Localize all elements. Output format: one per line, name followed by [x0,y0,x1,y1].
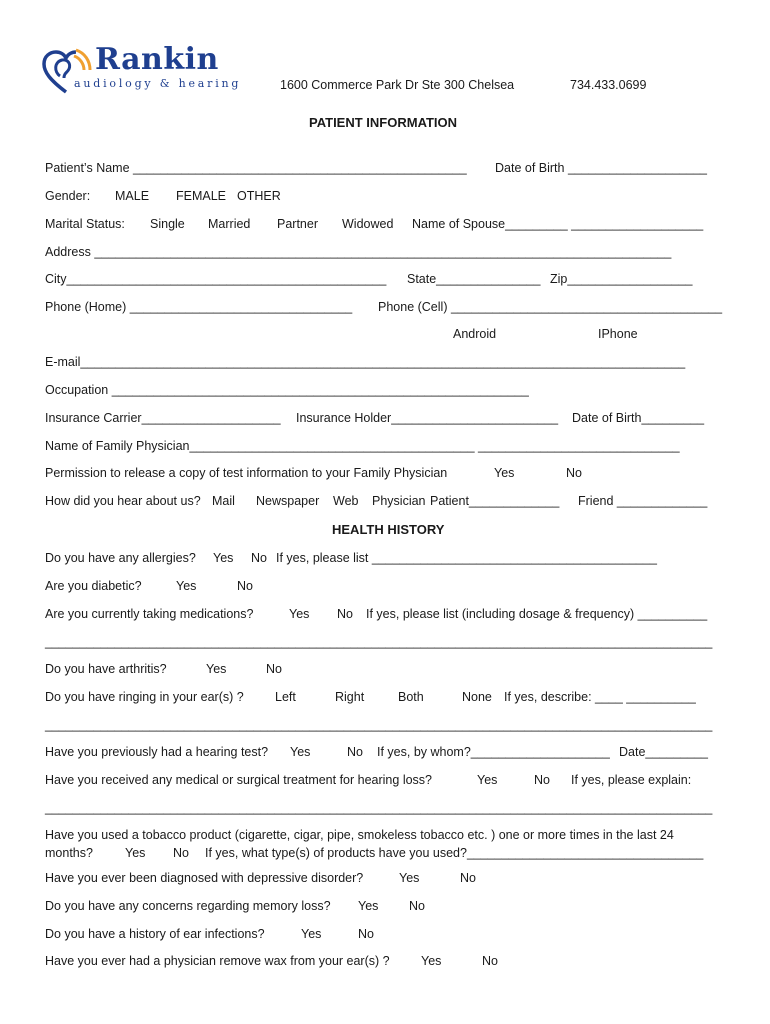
medications-no-option[interactable]: No [337,607,353,621]
tobacco-no-option[interactable]: No [173,846,189,860]
hearing-test-question: Have you previously had a hearing test? [45,745,269,759]
ear-infections-yes-option[interactable]: Yes [301,927,322,941]
referral-web-option[interactable]: Web [333,494,359,508]
phone-cell-field[interactable]: Phone (Cell) _______________________________________ [378,300,723,314]
referral-patient-field[interactable]: Patient_____________ [430,494,560,508]
arthritis-question: Do you have arthritis? [45,662,167,676]
tobacco-question-line2: months? [45,846,93,860]
ringing-question: Do you have ringing in your ear(s) ? [45,690,244,704]
ringing-extra-line[interactable]: ________________________________________________________________________________________________ [45,718,713,732]
depression-yes-option[interactable]: Yes [399,871,420,885]
tobacco-question-line1: Have you used a tobacco product (cigarette, cigar, pipe, smokeless tobacco etc. ) one or more times in the last 24 [45,828,674,842]
permission-question: Permission to release a copy of test information to your Family Physician [45,466,448,480]
ringing-both-option[interactable]: Both [398,690,424,704]
depression-no-option[interactable]: No [460,871,476,885]
hearing-test-date-field[interactable]: Date_________ [619,745,708,759]
phone-home-field[interactable]: Phone (Home) ________________________________ [45,300,353,314]
logo-tagline: audiology & hearing [74,77,242,90]
diabetic-yes-option[interactable]: Yes [176,579,197,593]
family-physician-field[interactable]: Name of Family Physician_________________________________________ _____________________________ [45,439,680,453]
marital-partner-option[interactable]: Partner [277,217,318,231]
gender-label: Gender: [45,189,91,203]
arthritis-no-option[interactable]: No [266,662,282,676]
hearing-test-whom-field[interactable]: If yes, by whom?____________________ [377,745,610,759]
occupation-field[interactable]: Occupation ____________________________________________________________ [45,383,529,397]
clinic-phone: 734.433.0699 [570,78,647,92]
medications-yes-option[interactable]: Yes [289,607,310,621]
referral-newspaper-option[interactable]: Newspaper [256,494,320,508]
ear-infections-question: Do you have a history of ear infections? [45,927,265,941]
arthritis-yes-option[interactable]: Yes [206,662,227,676]
referral-physician-option[interactable]: Physician [372,494,426,508]
memory-question: Do you have any concerns regarding memory loss? [45,899,331,913]
android-option[interactable]: Android [453,327,497,341]
insurance-holder-dob-field[interactable]: Date of Birth_________ [572,411,705,425]
rankin-logo [40,42,242,98]
marital-status-label: Marital Status: [45,217,125,231]
email-field[interactable]: E-mail_______________________________________________________________________________________ [45,355,686,369]
medications-extra-line[interactable]: ________________________________________________________________________________________________ [45,635,713,649]
wax-removal-question: Have you ever had a physician remove wax from your ear(s) ? [45,954,390,968]
gender-other-option[interactable]: OTHER [237,189,281,203]
patient-name-field[interactable]: Patient’s Name ________________________________________________ [45,161,467,175]
gender-female-option[interactable]: FEMALE [176,189,227,203]
hearing-test-yes-option[interactable]: Yes [290,745,311,759]
allergies-list-field[interactable]: If yes, please list _________________________________________ [276,551,657,565]
patient-information-heading: PATIENT INFORMATION [309,115,458,130]
ringing-right-option[interactable]: Right [335,690,365,704]
treatment-extra-line[interactable]: ________________________________________________________________________________________________ [45,801,713,815]
address-field[interactable]: Address ___________________________________________________________________________________ [45,245,672,259]
health-history-heading: HEALTH HISTORY [332,522,445,537]
treatment-explain-label: If yes, please explain: [571,773,692,787]
iphone-option[interactable]: IPhone [598,327,638,341]
spouse-name-field[interactable]: Name of Spouse_________ ___________________ [412,217,704,231]
tobacco-types-field[interactable]: If yes, what type(s) of products have you used?__________________________________ [205,846,704,860]
allergies-yes-option[interactable]: Yes [213,551,234,565]
hearing-test-no-option[interactable]: No [347,745,363,759]
wax-removal-no-option[interactable]: No [482,954,498,968]
diabetic-no-option[interactable]: No [237,579,253,593]
insurance-carrier-field[interactable]: Insurance Carrier____________________ [45,411,281,425]
marital-married-option[interactable]: Married [208,217,251,231]
medications-question: Are you currently taking medications? [45,607,254,621]
treatment-question: Have you received any medical or surgical treatment for hearing loss? [45,773,432,787]
permission-no-option[interactable]: No [566,466,582,480]
memory-yes-option[interactable]: Yes [358,899,379,913]
logo-wordmark: Rankin [95,42,219,77]
gender-male-option[interactable]: MALE [115,189,150,203]
patient-dob-field[interactable]: Date of Birth ____________________ [495,161,707,175]
clinic-address: 1600 Commerce Park Dr Ste 300 Chelsea [280,78,515,92]
wax-removal-yes-option[interactable]: Yes [421,954,442,968]
ringing-none-option[interactable]: None [462,690,492,704]
referral-friend-field[interactable]: Friend _____________ [578,494,708,508]
permission-yes-option[interactable]: Yes [494,466,515,480]
tobacco-yes-option[interactable]: Yes [125,846,146,860]
depression-question: Have you ever been diagnosed with depressive disorder? [45,871,364,885]
allergies-no-option[interactable]: No [251,551,267,565]
zip-field[interactable]: Zip__________________ [550,272,693,286]
ringing-describe-field[interactable]: If yes, describe: ____ __________ [504,690,696,704]
state-field[interactable]: State_______________ [407,272,541,286]
allergies-question: Do you have any allergies? [45,551,196,565]
ear-infections-no-option[interactable]: No [358,927,374,941]
diabetic-question: Are you diabetic? [45,579,142,593]
memory-no-option[interactable]: No [409,899,425,913]
marital-widowed-option[interactable]: Widowed [342,217,394,231]
marital-single-option[interactable]: Single [150,217,185,231]
medications-list-field[interactable]: If yes, please list (including dosage & frequency) __________ [366,607,708,621]
insurance-holder-field[interactable]: Insurance Holder________________________ [296,411,559,425]
referral-mail-option[interactable]: Mail [212,494,235,508]
treatment-no-option[interactable]: No [534,773,550,787]
referral-question: How did you hear about us? [45,494,201,508]
ringing-left-option[interactable]: Left [275,690,296,704]
city-field[interactable]: City______________________________________________ [45,272,387,286]
treatment-yes-option[interactable]: Yes [477,773,498,787]
